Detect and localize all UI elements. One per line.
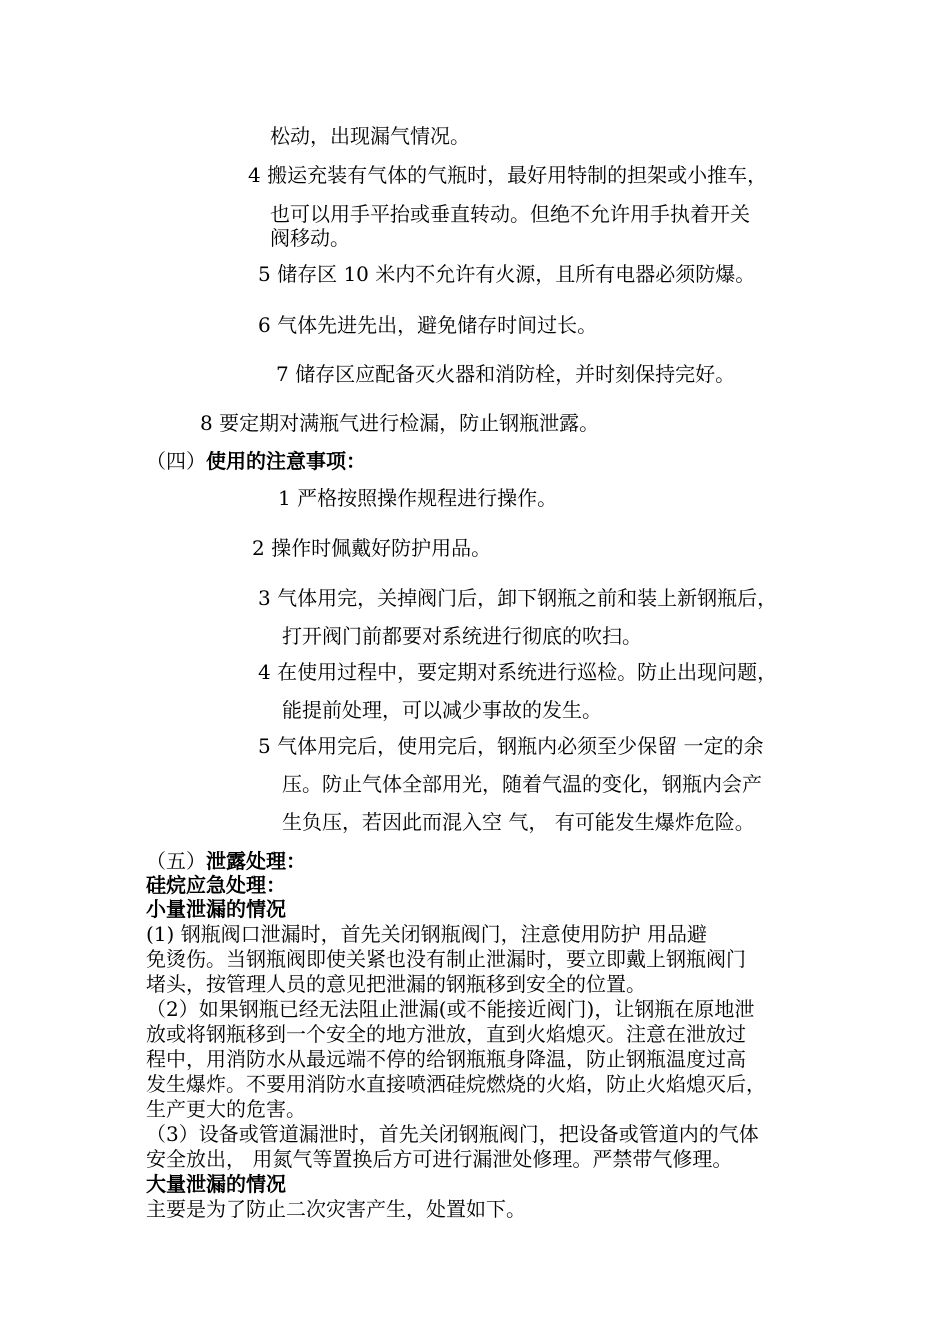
leak-heading-prefix: （五）	[146, 849, 206, 873]
leak-heading	[146, 849, 306, 873]
usage-item3-line1: 3 气体用完，关掉阀门后，卸下钢瓶之前和装上新钢瓶后，	[258, 586, 778, 610]
usage-item2: 2 操作时佩戴好防护用品。	[252, 536, 492, 560]
usage-item5-line3: 生负压，若因此而混入空 气， 有可能发生爆炸危险。	[282, 810, 755, 834]
usage-item5-line2: 压。防止气体全部用光，随着气温的变化，钢瓶内会产	[282, 772, 762, 796]
storage-item3-continuation: 松动，出现漏气情况。	[270, 124, 470, 148]
usage-heading-title: 使用的注意事项：	[206, 449, 366, 473]
storage-item4-line1: 4 搬运充装有气体的气瓶时，最好用特制的担架或小推车，	[248, 163, 768, 187]
small-leak-p3-line2: 安全放出， 用氮气等置换后方可进行漏泄处修理。严禁带气修理。	[146, 1147, 733, 1171]
usage-item1: 1 严格按照操作规程进行操作。	[278, 486, 558, 510]
usage-heading	[146, 449, 366, 473]
storage-item6: 6 气体先进先出，避免储存时间过长。	[258, 313, 598, 337]
small-leak-p2-line2: 放或将钢瓶移到一个安全的地方泄放，直到火焰熄灭。注意在泄放过	[146, 1022, 746, 1046]
storage-item8: 8 要定期对满瓶气进行检漏，防止钢瓶泄露。	[200, 411, 600, 435]
usage-item4-line1: 4 在使用过程中，要定期对系统进行巡检。防止出现问题，	[258, 660, 778, 684]
small-leak-p2-line5: 生产更大的危害。	[146, 1097, 306, 1121]
small-leak-p2-line3: 程中，用消防水从最远端不停的给钢瓶瓶身降温，防止钢瓶温度过高	[146, 1047, 746, 1071]
usage-item3-line2: 打开阀门前都要对系统进行彻底的吹扫。	[282, 624, 642, 648]
leak-heading-title: 泄露处理：	[206, 849, 306, 873]
small-leak-p2-line1: （2）如果钢瓶已经无法阻止泄漏(或不能接近阀门)，让钢瓶在原地泄	[146, 997, 755, 1021]
storage-item5: 5 储存区 10 米内不允许有火源，且所有电器必须防爆。	[258, 262, 756, 286]
usage-item4-line2: 能提前处理，可以减少事故的发生。	[282, 698, 602, 722]
small-leak-p1-line2: 免烫伤。当钢瓶阀即使关紧也没有制止泄漏时，要立即戴上钢瓶阀门	[146, 947, 746, 971]
usage-item5-line1: 5 气体用完后，使用完后，钢瓶内必须至少保留 一定的余	[258, 734, 764, 758]
storage-item4-line2: 也可以用手平抬或垂直转动。但绝不允许用手执着开关	[270, 202, 750, 226]
silane-emergency-heading: 硅烷应急处理：	[146, 873, 286, 897]
small-leak-p2-line4: 发生爆炸。不要用消防水直接喷洒硅烷燃烧的火焰，防止火焰熄灭后，	[146, 1072, 766, 1096]
storage-item7: 7 储存区应配备灭火器和消防栓，并时刻保持完好。	[276, 362, 736, 386]
small-leak-p1-line1: (1) 钢瓶阀口泄漏时，首先关闭钢瓶阀门，注意使用防护 用品避	[146, 922, 708, 946]
large-leak-text: 主要是为了防止二次灾害产生，处置如下。	[146, 1197, 526, 1221]
small-leak-p1-line3: 堵头，按管理人员的意见把泄漏的钢瓶移到安全的位置。	[146, 972, 646, 996]
usage-heading-prefix: （四）	[146, 449, 206, 473]
small-leak-p3-line1: （3）设备或管道漏泄时，首先关闭钢瓶阀门，把设备或管道内的气体	[146, 1122, 759, 1146]
large-leak-heading: 大量泄漏的情况	[146, 1172, 286, 1196]
small-leak-heading: 小量泄漏的情况	[146, 897, 286, 921]
storage-item4-line3: 阀移动。	[270, 226, 350, 250]
